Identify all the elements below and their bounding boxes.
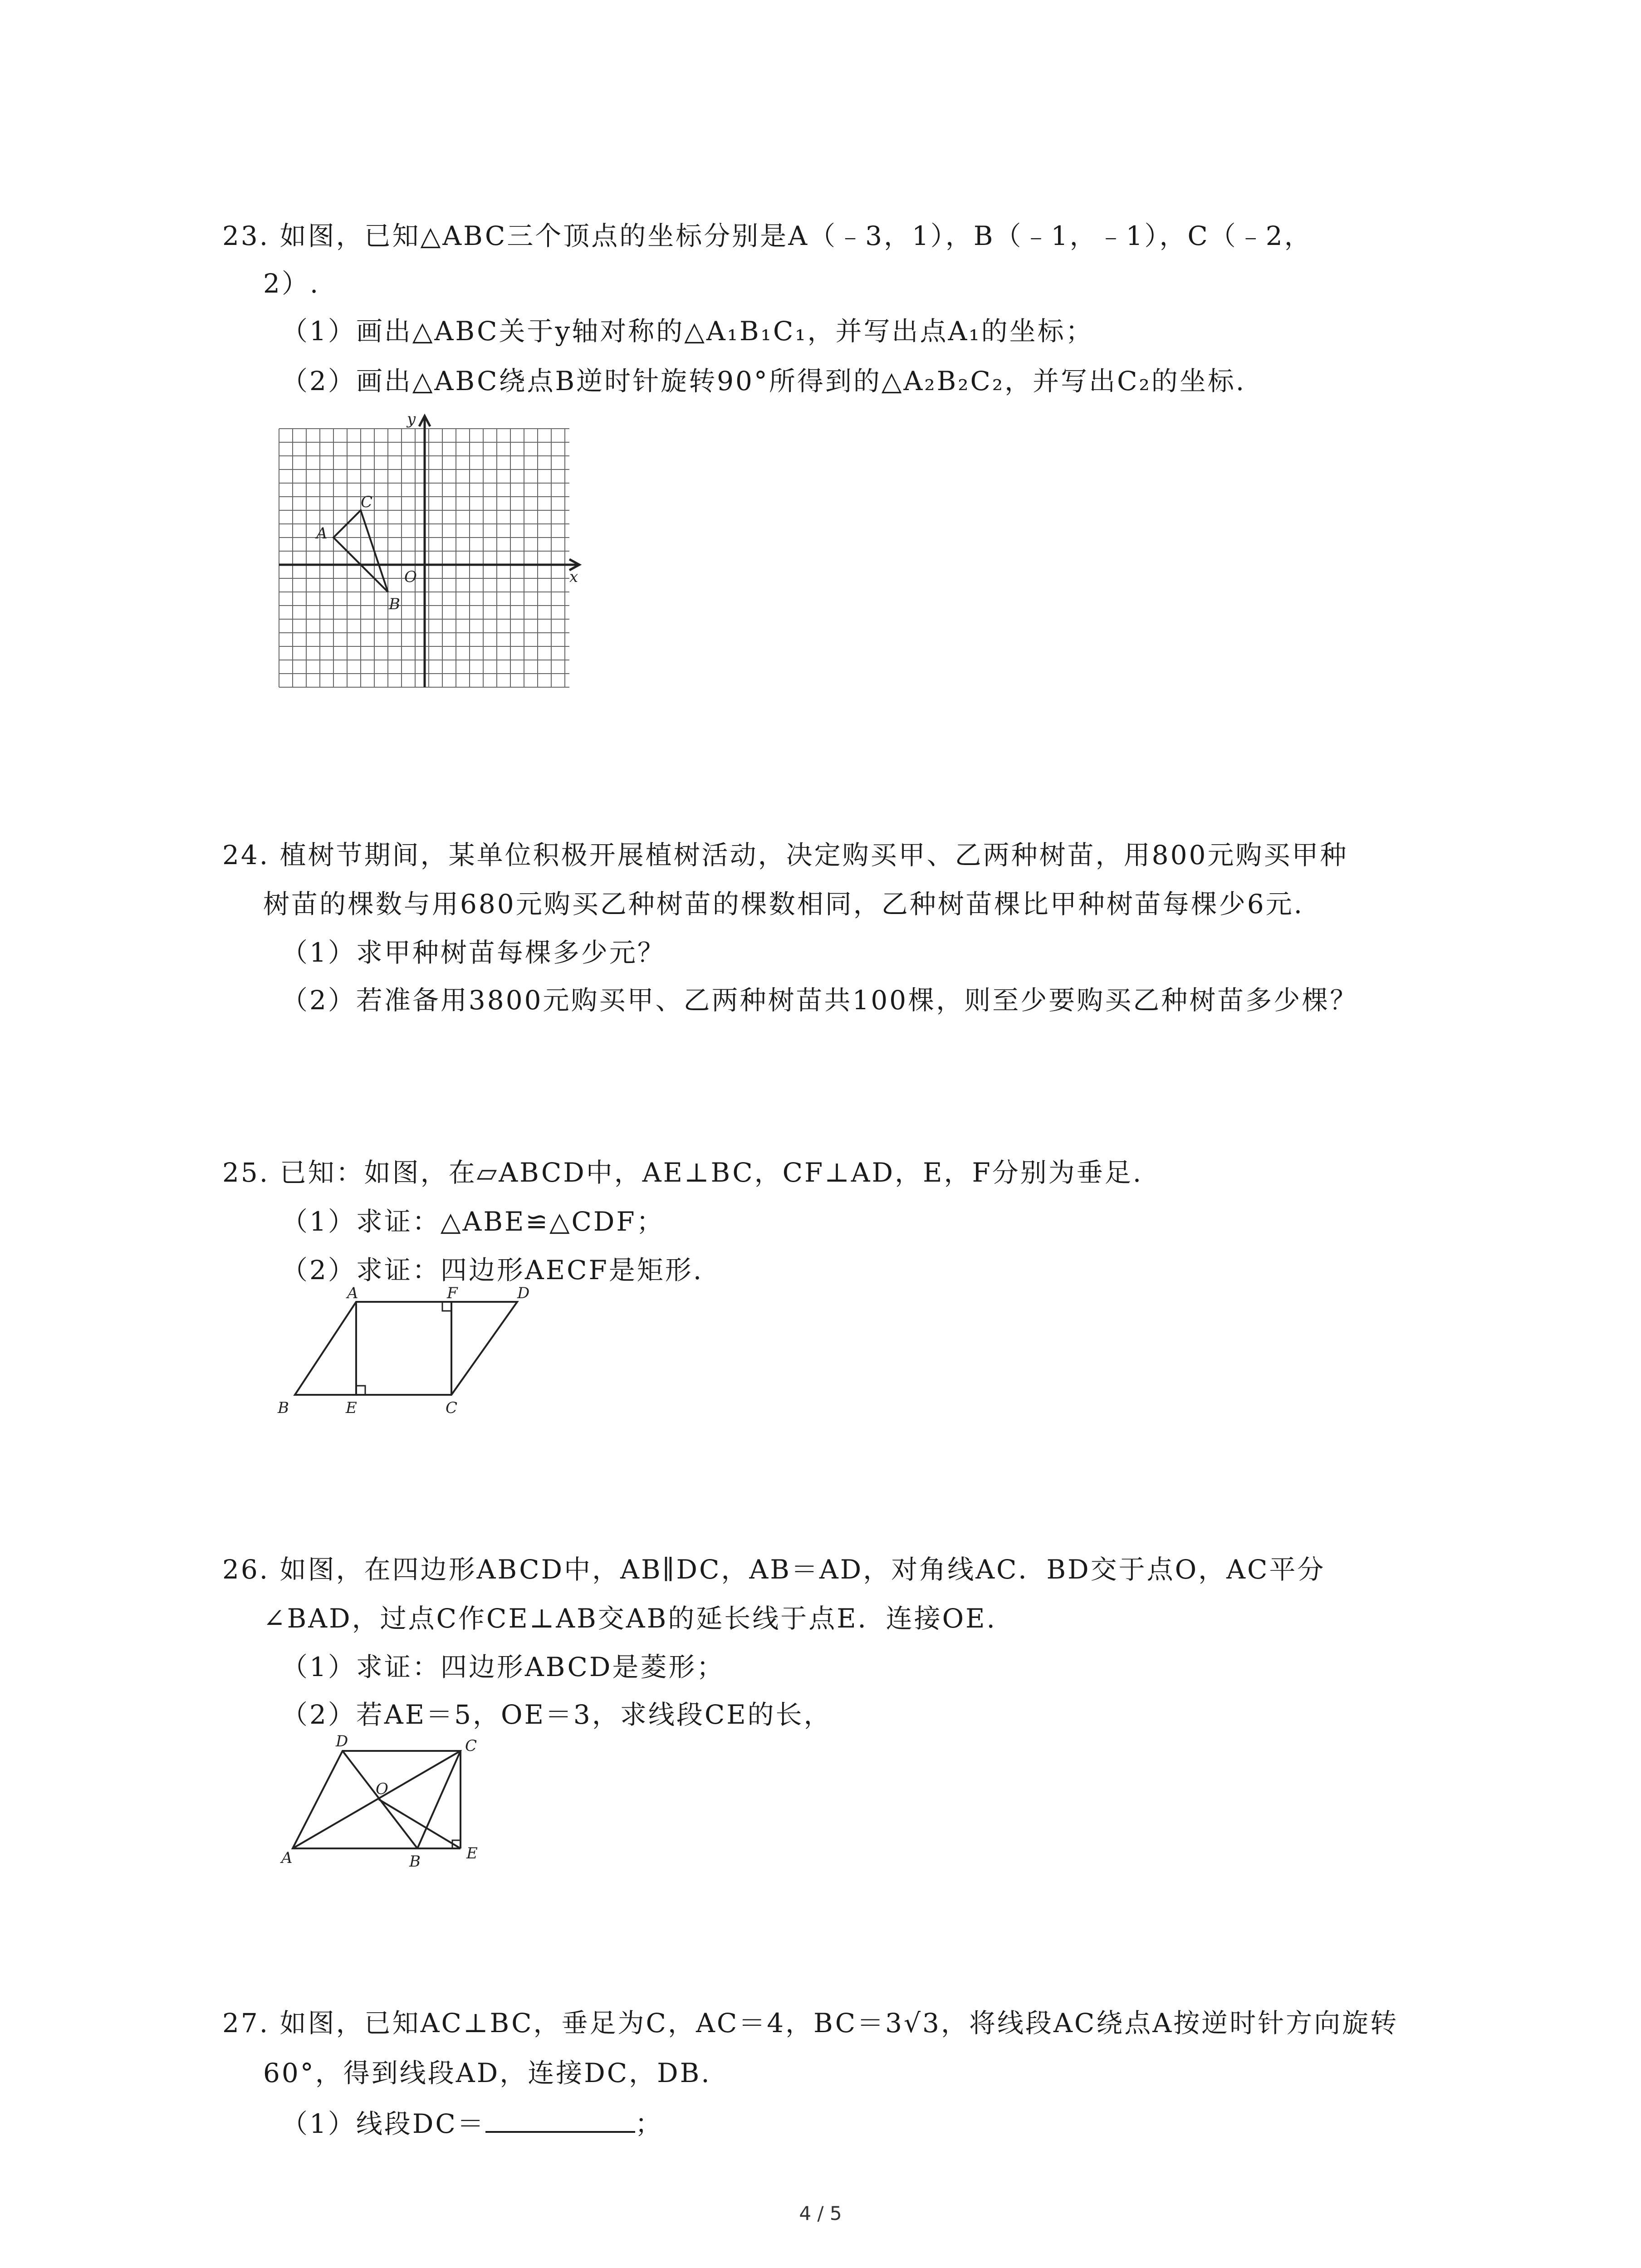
q23-part2: （2）画出△ABC绕点B逆时针旋转90°所得到的△A₂B₂C₂，并写出C₂的坐标. [281,366,1246,396]
q24-part2: （2）若准备用3800元购买甲、乙两种树苗共100棵，则至少要购买乙种树苗多少棵？ [281,985,1358,1016]
label-B: B [278,1399,289,1417]
q26-part1: （1）求证：四边形ABCD是菱形； [281,1652,725,1682]
q23-line2: 2）. [263,268,320,299]
page-number: 4 / 5 [799,2202,842,2224]
q27-line2: 60°，得到线段AD，连接DC，DB. [263,2058,711,2088]
label-O: O [404,568,417,586]
q26-part2: （2）若AE＝5，OE＝3，求线段CE的长， [281,1699,832,1730]
q26-line1: 26. 如图，在四边形ABCD中，AB∥DC，AB＝AD，对角线AC．BD交于点O，AC平分 [222,1554,1326,1585]
label-D: D [336,1732,348,1750]
q27-part1-suffix: ； [635,2108,663,2139]
parallelogram-ABCD [295,1302,517,1395]
label-A: A [316,524,328,543]
q23-part1: （1）画出△ABC关于y轴对称的△A₁B₁C₁，并写出点A₁的坐标； [281,316,1094,347]
label-A: A [347,1284,358,1302]
label-A: A [281,1849,293,1867]
label-C: C [446,1399,458,1417]
label-O: O [376,1780,388,1798]
label-x: x [569,568,578,586]
label-C: C [465,1737,477,1755]
label-E: E [346,1399,357,1417]
label-E: E [466,1844,478,1862]
label-B: B [389,595,400,613]
q23-grid-figure [274,411,592,701]
label-y: y [407,411,416,428]
label-B: B [409,1853,421,1871]
label-C: C [361,493,373,511]
q25-part2: （2）求证：四边形AECF是矩形. [281,1255,704,1286]
right-angle-F [442,1302,451,1311]
q27-part1-prefix: （1）线段DC＝ [281,2108,485,2139]
q24-line2: 树苗的棵数与用680元购买乙种树苗的棵数相同，乙种树苗棵比甲种树苗每棵少6元. [263,889,1304,919]
q25-parallelogram-figure [272,1284,544,1429]
answer-blank [485,2105,635,2133]
q23-line1: 23. 如图，已知△ABC三个顶点的坐标分别是A（﹣3，1），B（﹣1，﹣1），C（﹣2， [222,220,1313,251]
q25-part1: （1）求证：△ABE≌△CDF； [281,1206,665,1237]
q25-line1: 25. 已知：如图，在▱ABCD中，AE⊥BC，CF⊥AD，E，F分别为垂足. [222,1157,1143,1188]
q27-line1: 27. 如图，已知AC⊥BC，垂足为C，AC＝4，BC＝3√3，将线段AC绕点A按逆时针方向旋转 [222,2008,1399,2038]
label-D: D [517,1284,530,1302]
q26-line2: ∠BAD，过点C作CE⊥AB交AB的延长线于点E．连接OE. [263,1603,997,1634]
label-F: F [447,1284,458,1302]
q24-line1: 24. 植树节期间，某单位积极开展植树活动，决定购买甲、乙两种树苗，用800元购买甲种 [222,840,1348,870]
q27-part1 [281,2105,663,2142]
q26-rhombus-figure [272,1730,508,1880]
q24-part1: （1）求甲种树苗每棵多少元？ [281,937,666,968]
right-angle-E [356,1386,365,1395]
